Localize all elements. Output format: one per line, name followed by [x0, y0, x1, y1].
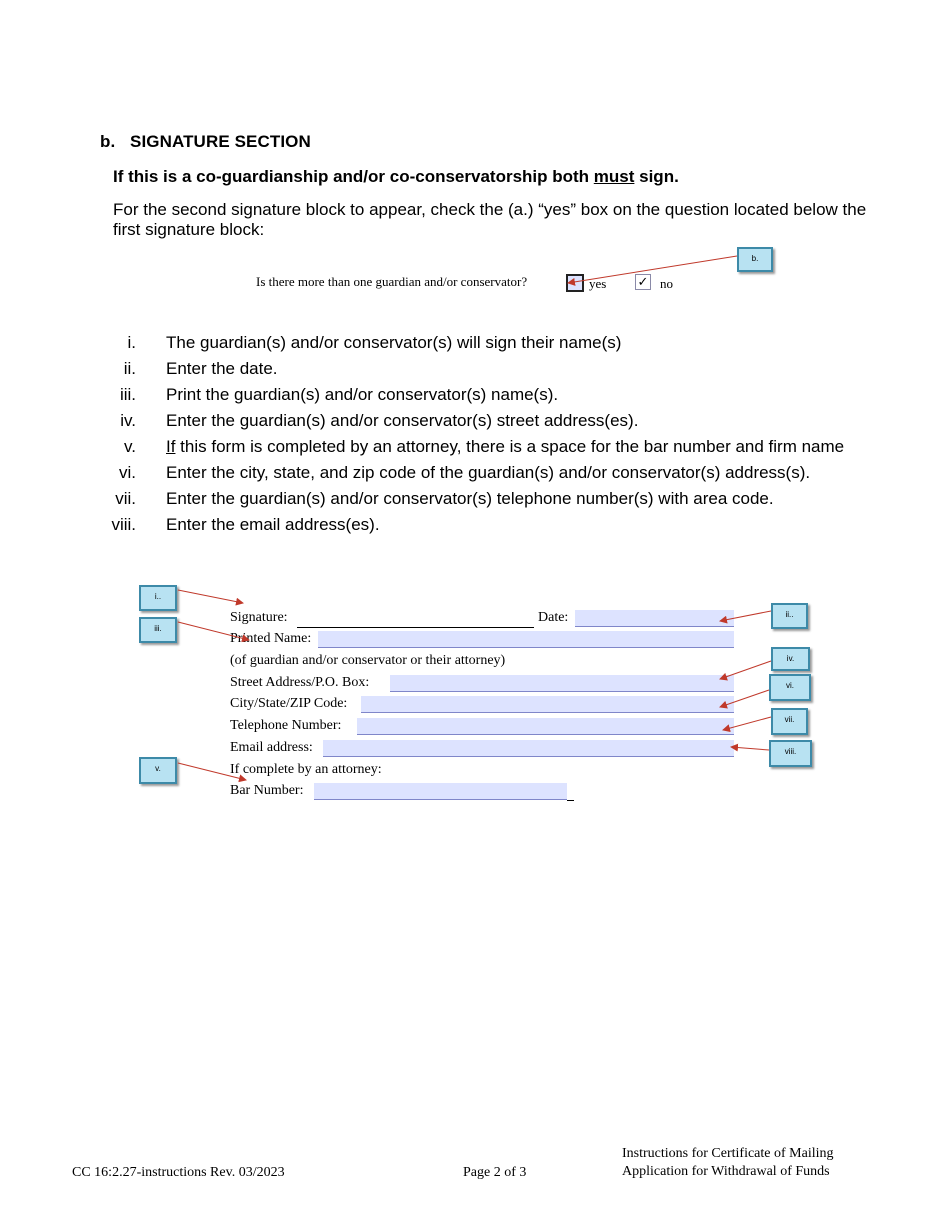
- step-text: Enter the email address(es).: [166, 515, 380, 534]
- question-text: Is there more than one guardian and/or conservator?: [256, 274, 528, 289]
- check-icon: ✓: [637, 274, 649, 289]
- date-field[interactable]: [575, 610, 734, 627]
- signature-label: Signature:: [230, 610, 288, 625]
- no-checkbox[interactable]: [635, 274, 651, 290]
- street-field[interactable]: [390, 675, 734, 692]
- list-item: [0, 463, 866, 483]
- arrow-i: [178, 590, 243, 603]
- footer-page-number: Page 2 of 3: [463, 1165, 527, 1180]
- arrow-viii: [731, 747, 769, 750]
- bar-number-label: Bar Number:: [230, 783, 304, 798]
- footer-doc-title-2: Application for Withdrawal of Funds: [622, 1164, 830, 1179]
- must-emphasis: must: [593, 167, 635, 186]
- telephone-field[interactable]: [357, 718, 734, 735]
- steps-list: [0, 333, 866, 541]
- street-label: Street Address/P.O. Box:: [230, 675, 370, 690]
- date-label: Date:: [538, 610, 569, 625]
- step-number: iii.: [119, 385, 136, 404]
- section-heading: [100, 132, 311, 152]
- list-item: [0, 515, 866, 535]
- callout-ii: ii..: [771, 603, 808, 629]
- footer-doc-title-1: Instructions for Certificate of Mailing: [622, 1146, 834, 1161]
- step-number: v.: [124, 437, 136, 456]
- city-label: City/State/ZIP Code:: [230, 696, 348, 711]
- step-text: [166, 437, 866, 457]
- yes-checkbox[interactable]: [566, 274, 584, 292]
- printed-name-field[interactable]: [318, 631, 734, 648]
- step-text: Enter the date.: [166, 359, 278, 378]
- of-guardian-note: (of guardian and/or conservator or their attorney): [230, 653, 506, 668]
- section-title: SIGNATURE SECTION: [130, 132, 311, 151]
- if-attorney-label: If complete by an attorney:: [230, 762, 382, 777]
- list-item: [0, 489, 866, 509]
- step-number: viii.: [111, 515, 136, 534]
- no-label: no: [660, 276, 673, 291]
- step-number: vi.: [119, 463, 136, 482]
- co-signing-text: If this is a co-guardianship and/or co-conservatorship both: [113, 167, 594, 186]
- callout-iii: iii.: [139, 617, 177, 643]
- callout-viii: viii.: [769, 740, 812, 767]
- step-number: iv.: [120, 411, 136, 430]
- printed-name-label: Printed Name:: [230, 631, 312, 646]
- step-number: i.: [127, 333, 136, 352]
- telephone-label: Telephone Number:: [230, 718, 342, 733]
- list-item: [0, 411, 866, 431]
- step-text: Enter the city, state, and zip code of the guardian(s) and/or conservator(s) address(s).: [166, 463, 811, 482]
- step-text: Print the guardian(s) and/or conservator(s) name(s).: [166, 385, 559, 404]
- bar-number-line-end: [567, 783, 574, 801]
- list-item: [0, 333, 866, 353]
- bar-number-field[interactable]: [314, 783, 567, 800]
- section-label: b.: [100, 132, 116, 151]
- callout-vii: vii.: [771, 708, 808, 735]
- instruction-paragraph: For the second signature block to appear, check the (a.) “yes” box on the question located below the first signature block:: [113, 200, 867, 239]
- email-field[interactable]: [323, 740, 734, 757]
- city-field[interactable]: [361, 696, 734, 713]
- callout-v: v.: [139, 757, 177, 784]
- footer-form-id: CC 16:2.27-instructions Rev. 03/2023: [72, 1165, 285, 1180]
- callout-iv: iv.: [771, 647, 810, 671]
- callout-b: b.: [737, 247, 773, 272]
- step-text: Enter the guardian(s) and/or conservator(s) street address(es).: [166, 411, 639, 430]
- list-item: [0, 437, 866, 457]
- yes-label: yes: [589, 276, 607, 291]
- callout-i: i..: [139, 585, 177, 611]
- co-signing-text-end: sign.: [634, 167, 679, 186]
- step-text: Enter the guardian(s) and/or conservator(s) telephone number(s) with area code.: [166, 489, 774, 508]
- list-item: [0, 359, 866, 379]
- callout-vi: vi.: [769, 674, 811, 701]
- step-text: The guardian(s) and/or conservator(s) will sign their name(s): [166, 333, 622, 352]
- step-number: ii.: [123, 359, 136, 378]
- step-number: vii.: [115, 489, 136, 508]
- list-item: [0, 385, 866, 405]
- signature-line[interactable]: [297, 610, 534, 628]
- email-label: Email address:: [230, 740, 313, 755]
- co-signing-note: [113, 167, 679, 187]
- if-emphasis: If: [166, 437, 176, 456]
- step-text-rest: this form is completed by an attorney, there is a space for the bar number and firm name: [175, 437, 845, 456]
